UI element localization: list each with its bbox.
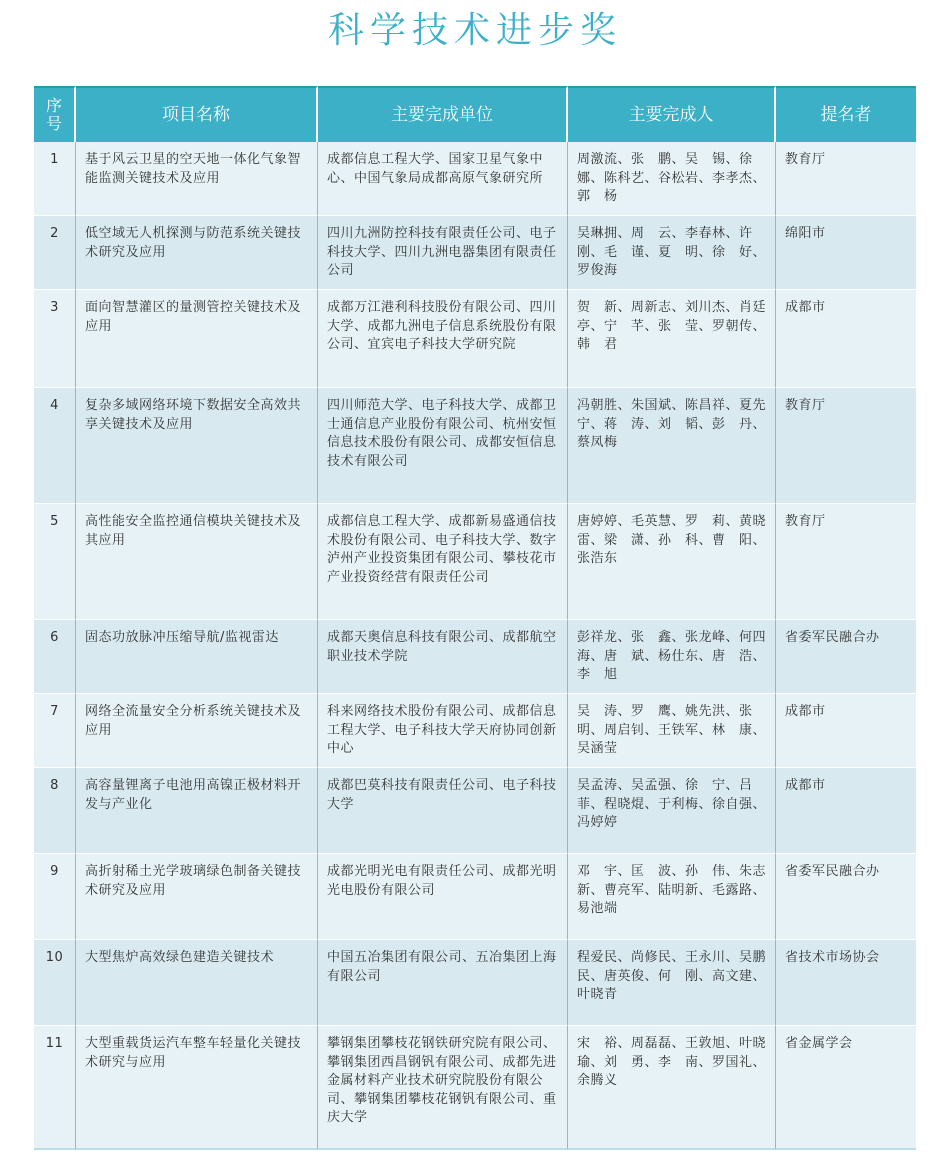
row-people: 彭祥龙、张 鑫、张龙峰、何四海、唐 斌、杨仕东、唐 浩、李 旭: [568, 620, 776, 694]
row-project: 固态功放脉冲压缩导航/监视雷达: [76, 620, 318, 694]
row-people: 宋 裕、周磊磊、王敦旭、叶晓瑜、刘 勇、李 南、罗国礼、余腾义: [568, 1026, 776, 1150]
row-seq: 5: [34, 504, 76, 620]
row-units: 成都万江港利科技股份有限公司、四川大学、成都九洲电子信息系统股份有限公司、宜宾电子科技大学研究院: [318, 290, 568, 388]
row-nominator: 省委军民融合办: [776, 854, 916, 940]
row-seq: 1: [34, 142, 76, 216]
row-people: 贺 新、周新志、刘川杰、肖廷亭、宁 芊、张 莹、罗朝传、韩 君: [568, 290, 776, 388]
table-row: [34, 388, 916, 504]
row-units: 成都信息工程大学、成都新易盛通信技术股份有限公司、电子科技大学、数字泸州产业投资集团有限公司、攀枝花市产业投资经营有限责任公司: [318, 504, 568, 620]
row-units: 成都光明光电有限责任公司、成都光明光电股份有限公司: [318, 854, 568, 940]
row-nominator: 成都市: [776, 694, 916, 768]
row-project: 低空域无人机探测与防范系统关键技术研究及应用: [76, 216, 318, 290]
row-people: 吴 涛、罗 鹰、姚先洪、张 明、周启钊、王铁军、林 康、吴涵莹: [568, 694, 776, 768]
row-project: 大型重载货运汽车整车轻量化关键技术研究与应用: [76, 1026, 318, 1150]
row-project: 复杂多域网络环境下数据安全高效共享关键技术及应用: [76, 388, 318, 504]
table-row: [34, 694, 916, 768]
row-units: 四川九洲防控科技有限责任公司、电子科技大学、四川九洲电器集团有限责任公司: [318, 216, 568, 290]
row-seq: 7: [34, 694, 76, 768]
header-units: 主要完成单位: [318, 86, 568, 142]
row-people: 吴琳拥、周 云、李春林、许 刚、毛 谨、夏 明、徐 好、罗俊海: [568, 216, 776, 290]
header-nominator: 提名者: [776, 86, 916, 142]
row-nominator: 成都市: [776, 290, 916, 388]
row-seq: 2: [34, 216, 76, 290]
row-project: 高性能安全监控通信模块关键技术及其应用: [76, 504, 318, 620]
row-nominator: 教育厅: [776, 504, 916, 620]
row-seq: 10: [34, 940, 76, 1026]
row-project: 大型焦炉高效绿色建造关键技术: [76, 940, 318, 1026]
row-seq: 6: [34, 620, 76, 694]
row-nominator: 绵阳市: [776, 216, 916, 290]
row-project: 高容量锂离子电池用高镍正极材料开发与产业化: [76, 768, 318, 854]
row-people: 冯朝胜、朱国斌、陈昌祥、夏先宁、蒋 涛、刘 韬、彭 丹、蔡凤梅: [568, 388, 776, 504]
row-seq: 9: [34, 854, 76, 940]
header-row: [34, 86, 916, 142]
table-row: [34, 504, 916, 620]
row-seq: 8: [34, 768, 76, 854]
row-people: 程爱民、尚修民、王永川、吴鹏民、唐英俊、何 刚、高文建、叶晓青: [568, 940, 776, 1026]
row-nominator: 省金属学会: [776, 1026, 916, 1150]
row-project: 高折射稀土光学玻璃绿色制备关键技术研究及应用: [76, 854, 318, 940]
header-people: 主要完成人: [568, 86, 776, 142]
row-project: 面向智慧灌区的量测管控关键技术及应用: [76, 290, 318, 388]
row-units: 成都信息工程大学、国家卫星气象中心、中国气象局成都高原气象研究所: [318, 142, 568, 216]
table-row: [34, 854, 916, 940]
row-people: 吴孟涛、吴孟强、徐 宁、吕 菲、程晓焜、于利梅、徐自强、冯婷婷: [568, 768, 776, 854]
table-row: [34, 1026, 916, 1150]
row-units: 攀钢集团攀枝花钢铁研究院有限公司、攀钢集团西昌钢钒有限公司、成都先进金属材料产业技术研究院股份有限公司、攀钢集团攀枝花钢钒有限公司、重庆大学: [318, 1026, 568, 1150]
row-project: 基于风云卫星的空天地一体化气象智能监测关键技术及应用: [76, 142, 318, 216]
table-row: [34, 290, 916, 388]
row-units: 成都巴莫科技有限责任公司、电子科技大学: [318, 768, 568, 854]
row-people: 邓 宇、匡 波、孙 伟、朱志新、曹亮军、陆明新、毛露路、易池端: [568, 854, 776, 940]
row-seq: 4: [34, 388, 76, 504]
row-nominator: 成都市: [776, 768, 916, 854]
row-units: 成都天奥信息科技有限公司、成都航空职业技术学院: [318, 620, 568, 694]
row-nominator: 省技术市场协会: [776, 940, 916, 1026]
row-seq: 3: [34, 290, 76, 388]
row-nominator: 省委军民融合办: [776, 620, 916, 694]
row-people: 周激流、张 鹏、吴 锡、徐 娜、陈科艺、谷松岩、李孝杰、郭 杨: [568, 142, 776, 216]
page-title: 科学技术进步奖: [327, 10, 622, 51]
table-row: [34, 768, 916, 854]
table-row: [34, 940, 916, 1026]
table-row: [34, 142, 916, 216]
row-units: 四川师范大学、电子科技大学、成都卫士通信息产业股份有限公司、杭州安恒信息技术股份有限公司、成都安恒信息技术有限公司: [318, 388, 568, 504]
row-seq: 11: [34, 1026, 76, 1150]
row-nominator: 教育厅: [776, 142, 916, 216]
row-people: 唐婷婷、毛英慧、罗 莉、黄晓雷、梁 潇、孙 科、曹 阳、张浩东: [568, 504, 776, 620]
awards-table: [34, 86, 916, 1150]
header-seq: [34, 86, 76, 142]
table-row: [34, 620, 916, 694]
row-nominator: 教育厅: [776, 388, 916, 504]
header-seq-label: 序号: [45, 96, 62, 133]
header-project: 项目名称: [76, 86, 318, 142]
row-units: 科来网络技术股份有限公司、成都信息工程大学、电子科技大学天府协同创新中心: [318, 694, 568, 768]
row-units: 中国五冶集团有限公司、五冶集团上海有限公司: [318, 940, 568, 1026]
table-header: [34, 86, 916, 142]
table-body: [34, 142, 916, 1150]
row-project: 网络全流量安全分析系统关键技术及应用: [76, 694, 318, 768]
table-row: [34, 216, 916, 290]
